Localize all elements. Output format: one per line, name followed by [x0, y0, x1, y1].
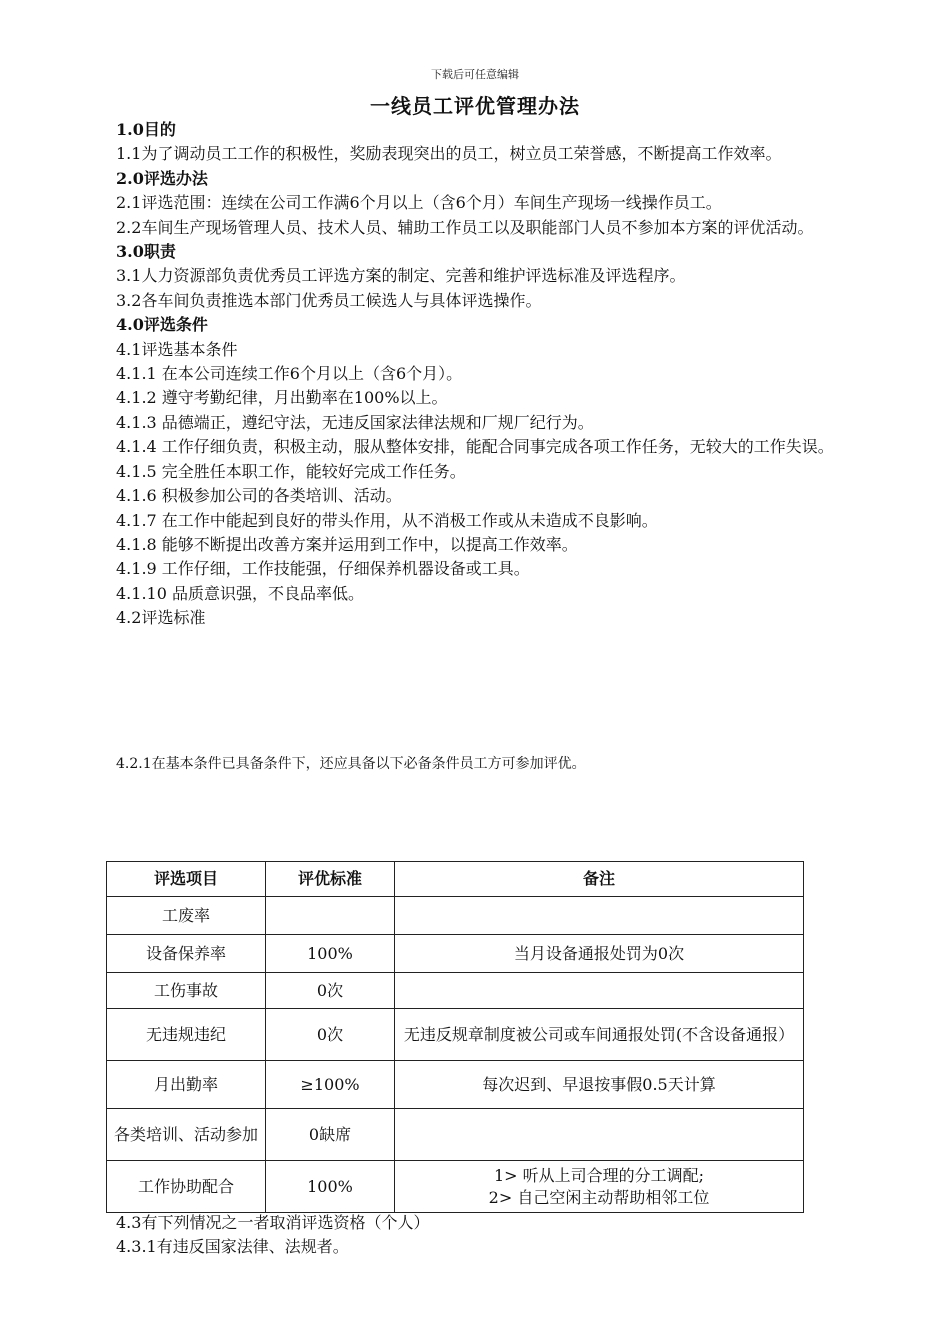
paragraph: 4.1评选基本条件	[116, 339, 238, 359]
table-row	[107, 1109, 804, 1161]
table-row	[107, 897, 804, 935]
section-heading: 1.0目的	[116, 120, 176, 139]
header-note: 下载后可任意编辑	[431, 68, 519, 81]
paragraph: 4.1.10 品质意识强，不良品率低。	[116, 583, 364, 603]
cell-item: 各类培训、活动参加	[107, 1109, 266, 1161]
paragraph: 4.1.8 能够不断提出改善方案并运用到工作中，以提高工作效率。	[116, 534, 578, 554]
paragraph: 3.2各车间负责推选本部门优秀员工候选人与具体评选操作。	[116, 290, 542, 310]
table-row	[107, 973, 804, 1009]
header-item: 评选项目	[107, 862, 266, 897]
paragraph: 4.1.1 在本公司连续工作6个月以上（含6个月）。	[116, 364, 463, 384]
section-heading: 2.0评选办法	[116, 168, 208, 188]
cell-item: 设备保养率	[107, 935, 266, 973]
cell-standard: 0次	[266, 973, 395, 1009]
paragraph: 1.1为了调动员工工作的积极性，奖励表现突出的员工，树立员工荣誉感，不断提高工作效率。	[116, 144, 782, 164]
paragraph: 3.1人力资源部负责优秀员工评选方案的制定、完善和维护评选标准及评选程序。	[116, 266, 686, 286]
sub-note: 4.2.1在基本条件已具备条件下，还应具备以下必备条件员工方可参加评优。	[116, 755, 586, 772]
table-row	[107, 1161, 804, 1213]
paragraph: 4.2评选标准	[116, 608, 206, 628]
paragraph: 4.1.4 工作仔细负责，积极主动，服从整体安排，能配合同事完成各项工作任务，无较大的工作失误。	[116, 437, 834, 457]
table-row	[107, 1061, 804, 1109]
document-body	[116, 118, 848, 774]
cell-standard: ≥100%	[266, 1061, 395, 1109]
paragraph: 2.2车间生产现场管理人员、技术人员、辅助工作员工以及职能部门人员不参加本方案的评优活动。	[116, 217, 814, 237]
section-heading: 3.0职责	[116, 242, 176, 262]
cell-item: 工作协助配合	[107, 1161, 266, 1213]
cell-remark: 当月设备通报处罚为0次	[395, 935, 804, 973]
table-header-row	[107, 862, 804, 897]
cell-standard: 100%	[266, 1161, 395, 1213]
cell-remark: 每次迟到、早退按事假0.5天计算	[395, 1061, 804, 1109]
paragraph: 4.1.3 品德端正，遵纪守法，无违反国家法律法规和厂规厂纪行为。	[116, 412, 594, 432]
criteria-table	[106, 861, 804, 1213]
paragraph: 2.1评选范围：连续在公司工作满6个月以上（含6个月）车间生产现场一线操作员工。	[116, 193, 722, 213]
cell-standard: 100%	[266, 935, 395, 973]
paragraph: 4.3有下列情况之一者取消评选资格（个人）	[116, 1213, 430, 1232]
cell-remark	[395, 897, 804, 935]
cell-standard: 0缺席	[266, 1109, 395, 1161]
header-remark: 备注	[395, 862, 804, 897]
cell-remark: 1> 听从上司合理的分工调配; 2> 自己空闲主动帮助相邻工位	[395, 1161, 804, 1213]
cell-item: 工伤事故	[107, 973, 266, 1009]
paragraph: 4.1.6 积极参加公司的各类培训、活动。	[116, 486, 402, 506]
cell-item: 月出勤率	[107, 1061, 266, 1109]
paragraph: 4.3.1有违反国家法律、法规者。	[116, 1237, 349, 1256]
paragraph: 4.1.9 工作仔细，工作技能强，仔细保养机器设备或工具。	[116, 559, 530, 579]
document-title: 一线员工评优管理办法	[370, 94, 580, 118]
paragraph: 4.1.5 完全胜任本职工作，能较好完成工作任务。	[116, 461, 466, 481]
table-row	[107, 935, 804, 973]
cell-standard: 0次	[266, 1009, 395, 1061]
paragraph: 4.1.7 在工作中能起到良好的带头作用，从不消极工作或从未造成不良影响。	[116, 510, 658, 530]
cell-item: 无违规违纪	[107, 1009, 266, 1061]
cell-standard	[266, 897, 395, 935]
paragraph: 4.1.2 遵守考勤纪律，月出勤率在100%以上。	[116, 388, 448, 408]
cell-remark	[395, 1109, 804, 1161]
table-row	[107, 1009, 804, 1061]
cell-remark	[395, 973, 804, 1009]
after-table-text	[116, 1211, 848, 1259]
section-heading: 4.0评选条件	[116, 315, 208, 335]
cell-remark: 无违反规章制度被公司或车间通报处罚(不含设备通报）	[395, 1009, 804, 1061]
header-standard: 评优标准	[266, 862, 395, 897]
body-lines	[116, 118, 848, 631]
cell-item: 工废率	[107, 897, 266, 935]
